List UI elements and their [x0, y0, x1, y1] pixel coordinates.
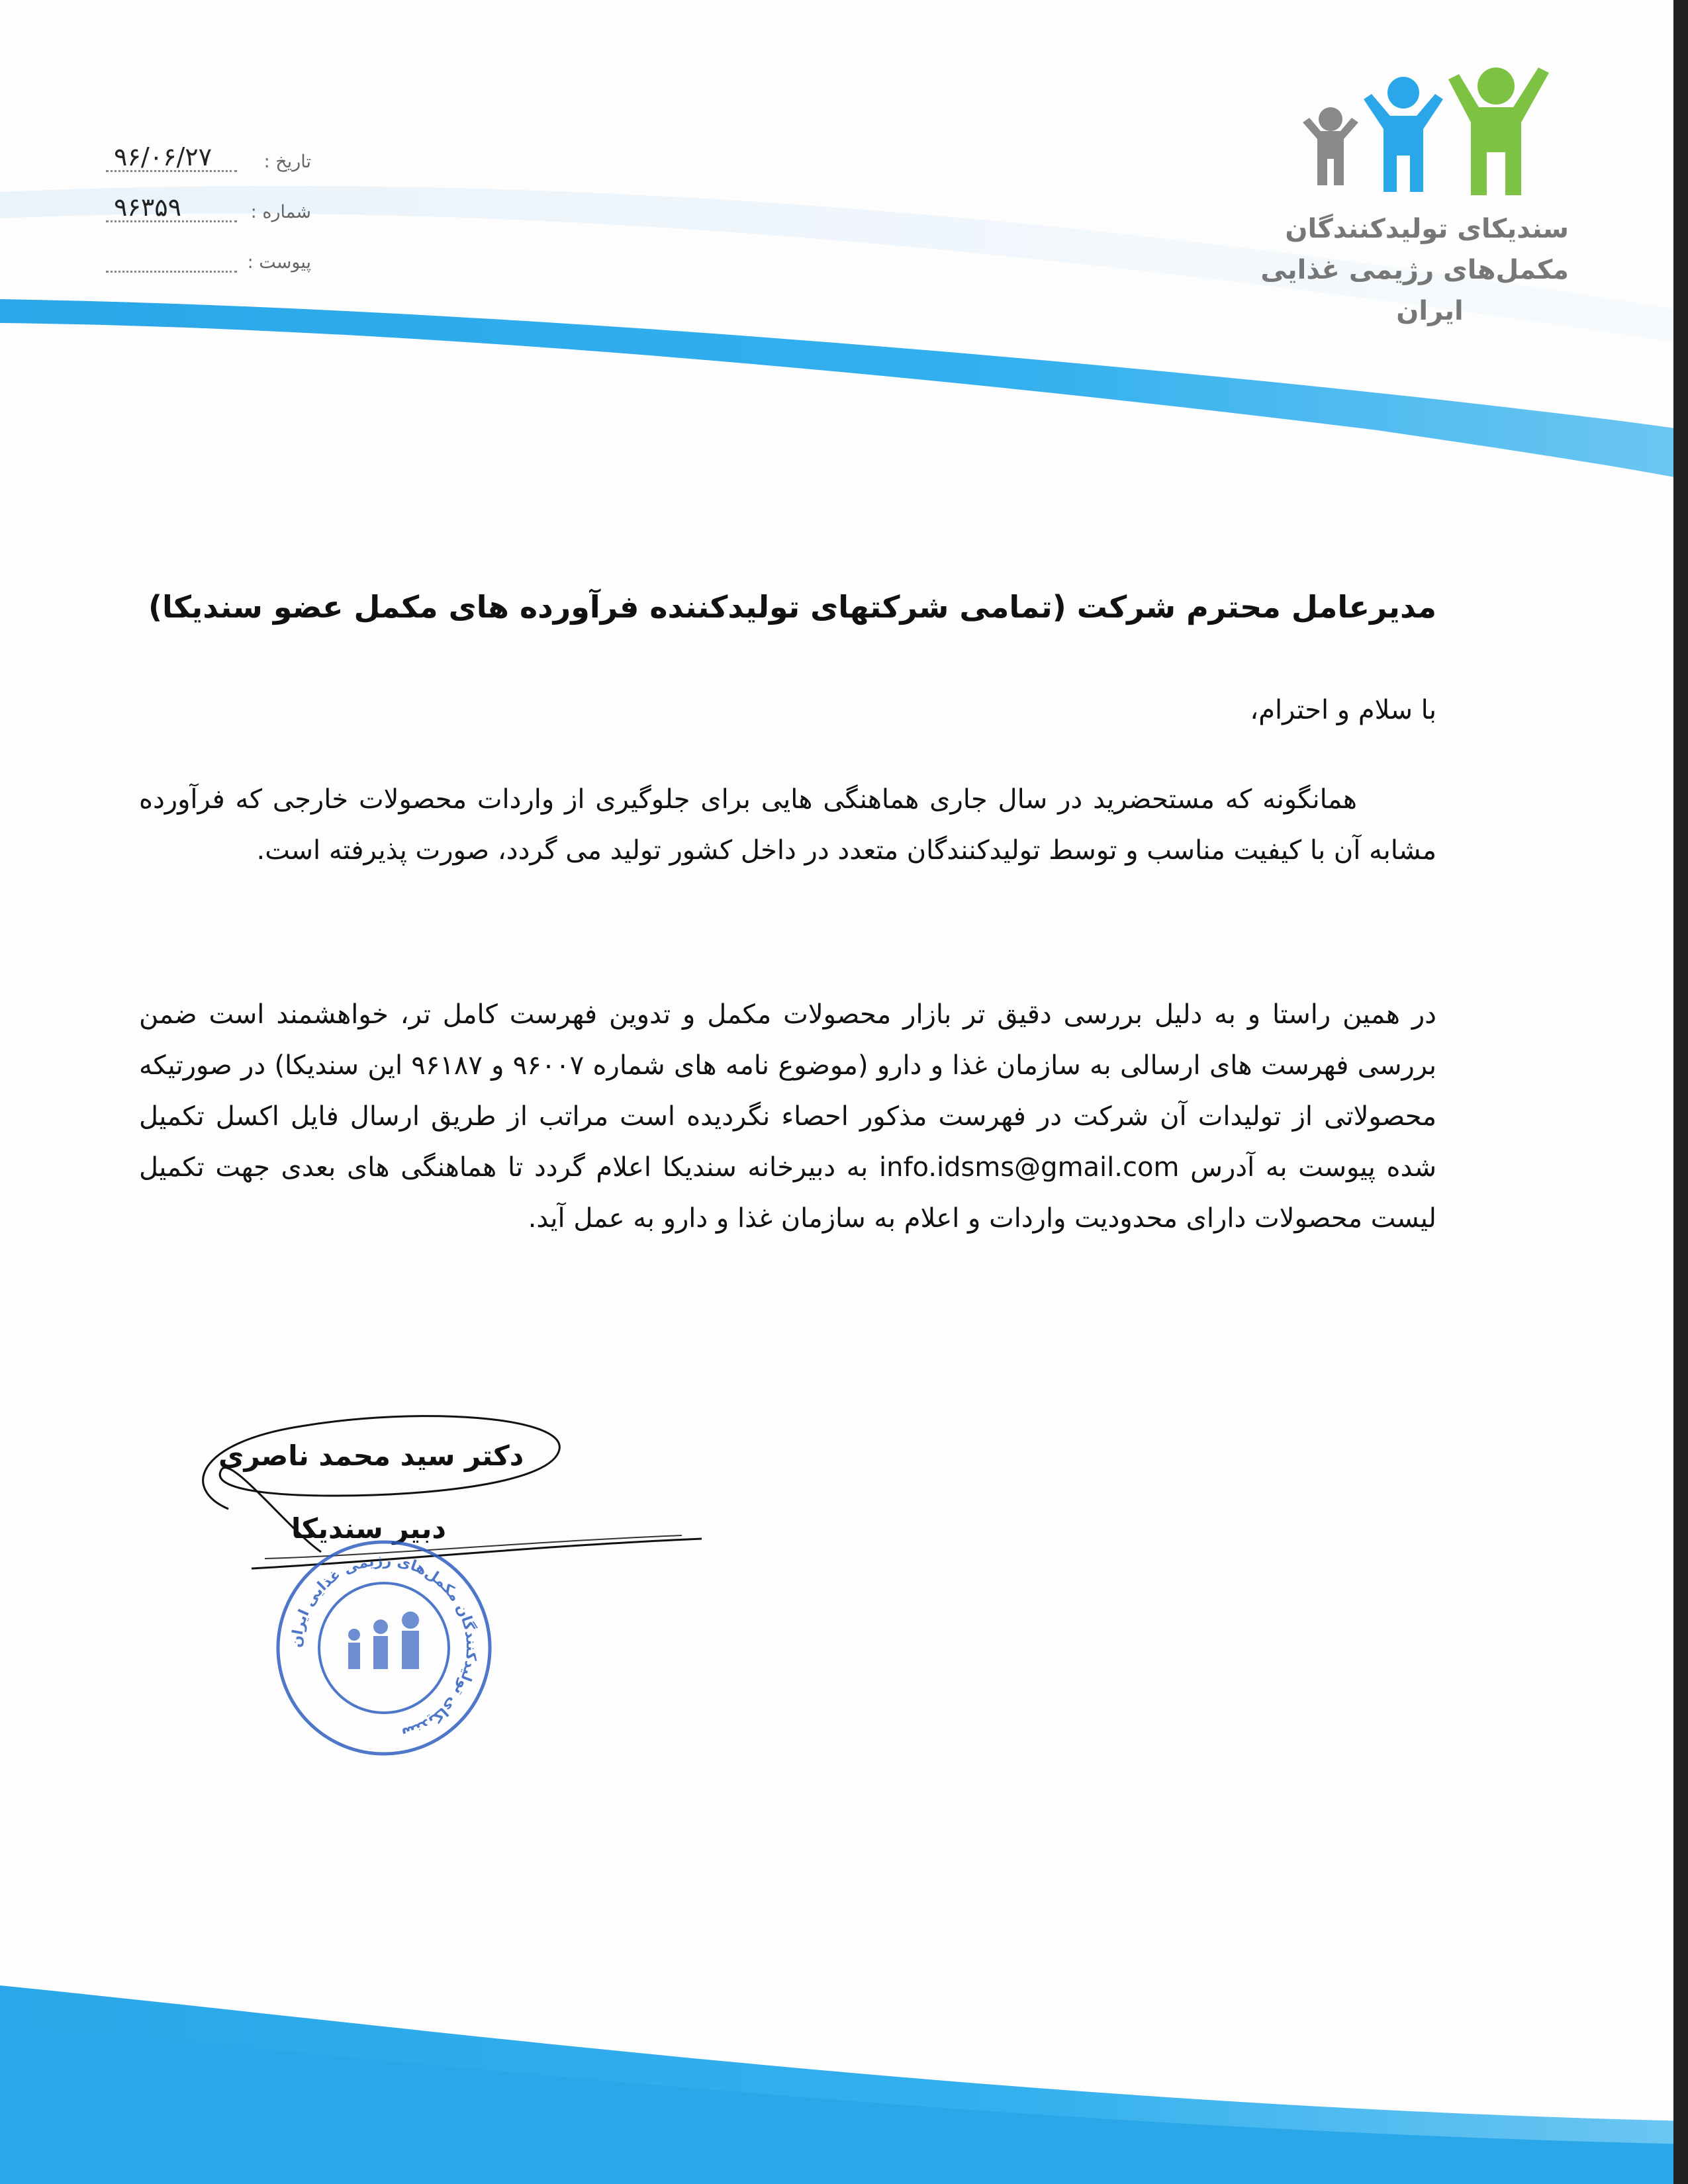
logo-line-2: مکمل‌های رژیمی غذایی — [1260, 255, 1569, 285]
family-figures-icon — [1291, 60, 1569, 205]
scan-edge — [1673, 0, 1688, 2184]
logo-line-3: ایران — [1396, 296, 1464, 326]
letter-subject: مدیرعامل محترم شرکت (تمامی شرکتهای تولیدکننده فرآورده های مکمل عضو سندیکا) — [148, 589, 1436, 625]
attachment-dotted-line — [106, 271, 237, 273]
syndicate-logo — [1260, 60, 1569, 338]
letter-paragraph-2 — [139, 989, 1436, 1244]
number-label: شماره : — [250, 202, 311, 222]
date-value: ۹۶/۰۶/۲۷ — [114, 142, 212, 171]
number-value: ۹۶۳۵۹ — [114, 193, 182, 222]
attachment-label: پیوست : — [247, 252, 311, 273]
logo-line-1: سندیکای تولیدکنندگان — [1285, 214, 1569, 244]
date-row — [99, 142, 311, 193]
contact-email: info.idsms@gmail.com — [879, 1152, 1180, 1183]
signatory-name: دکتر سید محمد ناصری — [218, 1439, 524, 1472]
stamp-figures-icon — [348, 1612, 419, 1669]
official-stamp — [271, 1535, 496, 1760]
date-label: تاریخ : — [263, 152, 311, 172]
attachment-row — [99, 243, 311, 293]
letter-greeting: با سلام و احترام، — [1250, 695, 1436, 725]
letter-paragraph-1: همانگونه که مستحضرید در سال جاری هماهنگی هایی برای جلوگیری از واردات محصولات خارجی که فرآورده مشابه آن با کیفیت مناسب و توسط تولیدکنندگان متعدد در داخل کشور تولید می گردد، صورت پذیرفته است. — [139, 784, 1436, 866]
stamp-ring-text: سندیکای تولیدکنندگان مکمل‌های رژیمی غذایی ایران — [288, 1552, 480, 1742]
signatory-title: دبیر سندیکا — [291, 1512, 446, 1545]
paragraph-2-text-end: به دبیرخانه سندیکا اعلام گردد تا هماهنگی های بعدی جهت تکمیل لیست محصولات دارای محدودیت واردات و اعلام به سازمان غذا و دارو به عمل آید. — [139, 1152, 1436, 1234]
number-row — [99, 193, 311, 243]
logo-caption — [1260, 208, 1569, 332]
paragraph-2-text-start: در همین راستا و به دلیل بررسی دقیق تر بازار محصولات مکمل و تدوین فهرست کامل تر، خواهشمند است ضمن بررسی فهرست های ارسالی به سازمان غذا و دارو (موضوع نامه های شماره ۹۶۰۰۷ و ۹۶۱۸۷ این سندیکا) در صورتیکه محصولاتی از تولیدات آن شرکت در فهرست مذکور احصاء نگردیده است مراتب از طریق ارسال فایل اکسل تکمیل شده پیوست به آدرس — [139, 999, 1437, 1183]
letter-meta — [99, 142, 311, 293]
